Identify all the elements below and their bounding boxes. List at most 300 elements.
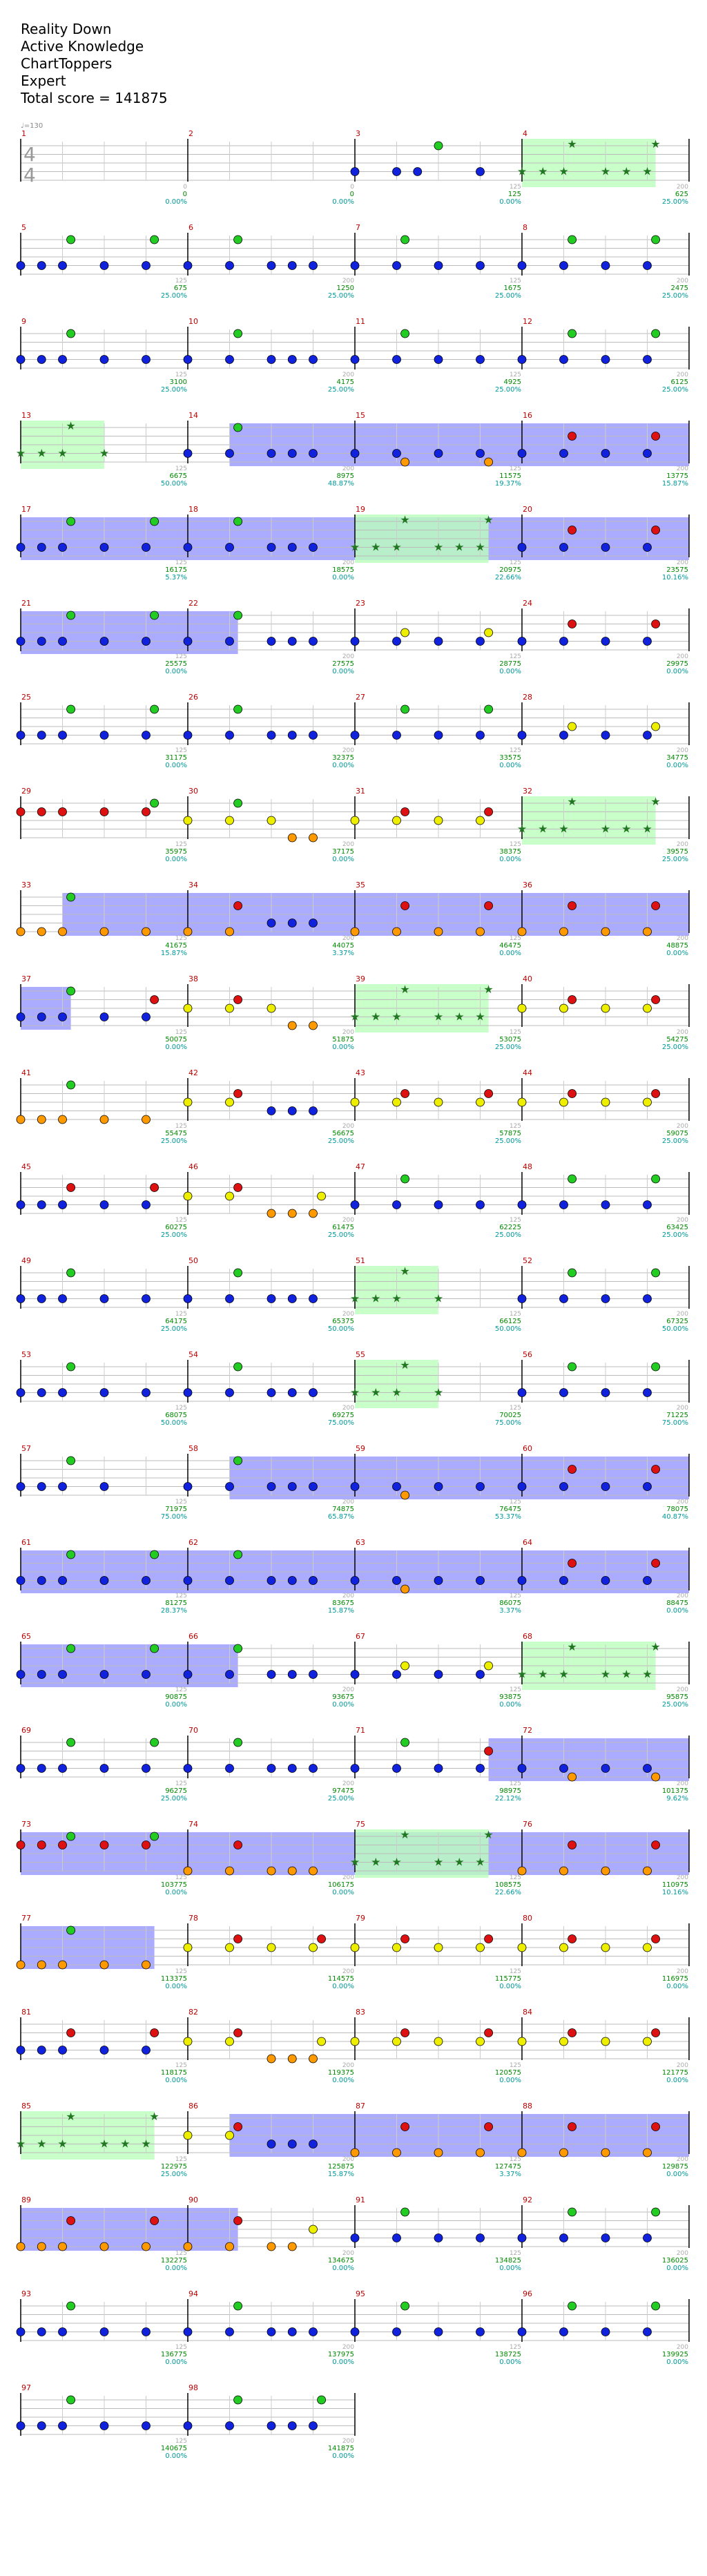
note-o xyxy=(601,2149,610,2157)
measure-number: 3 xyxy=(356,129,360,138)
measure-score: 116975 xyxy=(661,1975,688,1983)
star-note: ★ xyxy=(349,1291,360,1305)
measure-number: 24 xyxy=(523,599,532,608)
measure-tick: 125 xyxy=(509,2250,521,2257)
measure-score: 103775 xyxy=(160,1881,187,1889)
note-r xyxy=(485,2123,493,2131)
note-g xyxy=(67,1081,75,1089)
artist-name: Active Knowledge xyxy=(21,38,144,55)
measure-number: 33 xyxy=(21,881,31,890)
measure-tick: 200 xyxy=(676,2250,688,2257)
measure-tick: 125 xyxy=(509,372,521,378)
measure-score: 90875 xyxy=(165,1693,187,1701)
measure-number: 47 xyxy=(356,1162,365,1171)
note-b xyxy=(518,2234,526,2242)
note-b xyxy=(267,1295,275,1303)
star-note: ★ xyxy=(400,1265,410,1278)
note-g xyxy=(652,1269,660,1277)
note-b xyxy=(393,1577,401,1585)
note-b xyxy=(288,450,296,458)
note-b xyxy=(37,1671,46,1679)
measure-tick: 125 xyxy=(175,935,187,942)
note-b xyxy=(100,731,108,740)
note-b xyxy=(643,544,652,552)
note-b xyxy=(393,1671,401,1679)
note-r xyxy=(142,1841,151,1849)
note-y xyxy=(267,1004,275,1012)
measure-tick: 125 xyxy=(175,1499,187,1506)
note-y xyxy=(318,2037,326,2046)
note-g xyxy=(568,2208,577,2216)
measure-percent: 0.00% xyxy=(165,1889,187,1896)
note-b xyxy=(309,919,318,927)
note-b xyxy=(288,2422,296,2430)
measure-number: 75 xyxy=(356,1820,365,1829)
star-note: ★ xyxy=(433,1010,444,1023)
note-o xyxy=(37,1115,46,1124)
note-b xyxy=(59,2328,67,2336)
measure-percent: 0.00% xyxy=(666,762,688,769)
note-g xyxy=(151,1644,159,1653)
measure-score: 136025 xyxy=(661,2257,688,2265)
note-o xyxy=(288,1021,296,1030)
measure-number: 67 xyxy=(356,1632,365,1641)
note-b xyxy=(288,731,296,740)
measure-score: 60275 xyxy=(165,1224,187,1231)
measure-number: 95 xyxy=(356,2289,365,2298)
note-g xyxy=(401,2302,409,2310)
measure-number: 83 xyxy=(356,2008,365,2017)
measure-tick: 125 xyxy=(175,653,187,660)
star-note: ★ xyxy=(349,540,360,554)
note-b xyxy=(309,356,318,364)
measure-score: 140675 xyxy=(160,2445,187,2452)
note-b xyxy=(17,262,25,270)
measure-percent: 15.87% xyxy=(327,1607,354,1615)
note-b xyxy=(643,2328,652,2336)
star-note: ★ xyxy=(391,1010,402,1023)
measure-score: 50075 xyxy=(165,1036,187,1044)
note-o xyxy=(518,1867,526,1875)
note-y xyxy=(226,1192,234,1200)
measure-percent: 0.00% xyxy=(332,668,354,675)
star-note: ★ xyxy=(516,1667,527,1681)
measure-percent: 0.00% xyxy=(499,2077,521,2084)
measure-tick: 125 xyxy=(509,1968,521,1975)
measure-score: 29975 xyxy=(666,660,688,668)
charter-name: ChartToppers xyxy=(21,55,113,72)
measure-percent: 25.00% xyxy=(327,1795,354,1803)
measure-percent: 65.87% xyxy=(327,1513,354,1521)
note-o xyxy=(351,2149,359,2157)
measure-tick: 200 xyxy=(342,1405,354,1412)
note-b xyxy=(309,1483,318,1491)
measure-score: 98975 xyxy=(499,1787,521,1795)
measure-tick: 125 xyxy=(175,1029,187,1036)
note-b xyxy=(560,2328,568,2336)
note-o xyxy=(226,927,234,936)
star-note: ★ xyxy=(15,446,26,460)
measure-tick: 200 xyxy=(342,2250,354,2257)
measure-percent: 0.00% xyxy=(666,950,688,957)
note-o xyxy=(393,2149,401,2157)
measure-number: 52 xyxy=(523,1256,532,1265)
note-b xyxy=(37,637,46,646)
star-note: ★ xyxy=(433,1291,444,1305)
star-note: ★ xyxy=(371,540,381,554)
measure-score: 114575 xyxy=(327,1975,354,1983)
measure-number: 2 xyxy=(188,129,193,138)
star-note: ★ xyxy=(600,822,611,836)
note-g xyxy=(234,329,242,338)
measure-number: 98 xyxy=(188,2383,198,2392)
star-note: ★ xyxy=(391,1291,402,1305)
measure-tick: 125 xyxy=(509,653,521,660)
measure-number: 17 xyxy=(21,505,31,514)
note-g xyxy=(151,1550,159,1559)
measure-number: 7 xyxy=(356,223,360,232)
measure-number: 37 xyxy=(21,974,31,983)
measure-tick: 125 xyxy=(175,372,187,378)
measure-tick: 200 xyxy=(676,653,688,660)
measure-number: 53 xyxy=(21,1350,31,1359)
measure-number: 76 xyxy=(523,1820,532,1829)
note-y xyxy=(318,1192,326,1200)
star-note: ★ xyxy=(433,540,444,554)
note-r xyxy=(401,2029,409,2037)
measure-tick: 125 xyxy=(509,1499,521,1506)
measure-tick: 125 xyxy=(509,1123,521,1130)
note-b xyxy=(643,1765,652,1773)
note-r xyxy=(401,1090,409,1098)
note-r xyxy=(568,432,577,441)
measure-percent: 0.00% xyxy=(165,1701,187,1709)
note-b xyxy=(17,2422,25,2430)
note-b xyxy=(351,1765,359,1773)
measure-percent: 25.00% xyxy=(494,292,521,300)
measure-number: 92 xyxy=(523,2195,532,2204)
measure-percent: 10.16% xyxy=(661,574,688,581)
note-r xyxy=(401,2123,409,2131)
measure-percent: 75.00% xyxy=(661,1419,688,1427)
note-b xyxy=(518,450,526,458)
note-b xyxy=(37,356,46,364)
measure-percent: 25.00% xyxy=(160,1795,187,1803)
note-b xyxy=(643,1201,652,1209)
note-g xyxy=(67,705,75,713)
note-b xyxy=(643,637,652,646)
measure-tick: 125 xyxy=(509,2062,521,2069)
measure-percent: 25.00% xyxy=(327,386,354,394)
note-g xyxy=(401,705,409,713)
measure-number: 18 xyxy=(188,505,198,514)
measure-percent: 50.00% xyxy=(494,1325,521,1333)
note-o xyxy=(100,1115,108,1124)
measure-score: 101375 xyxy=(661,1787,688,1795)
note-b xyxy=(393,1765,401,1773)
measure-percent: 40.87% xyxy=(661,1513,688,1521)
note-o xyxy=(643,927,652,936)
measure-percent: 50.00% xyxy=(160,480,187,488)
note-b xyxy=(184,2328,192,2336)
measure-number: 20 xyxy=(523,505,532,514)
note-r xyxy=(67,2029,75,2037)
measure-percent: 0.00% xyxy=(165,762,187,769)
note-g xyxy=(234,1363,242,1371)
measure-percent: 0.00% xyxy=(332,2265,354,2272)
measure-number: 27 xyxy=(356,693,365,702)
note-b xyxy=(601,637,610,646)
note-b xyxy=(476,1671,485,1679)
note-r xyxy=(652,996,660,1004)
measure-number: 85 xyxy=(21,2102,31,2111)
measure-score: 125 xyxy=(507,191,521,198)
measure-number: 34 xyxy=(188,881,198,890)
measure-percent: 22.66% xyxy=(494,1889,521,1896)
note-b xyxy=(288,262,296,270)
star-note: ★ xyxy=(650,1640,661,1653)
note-y xyxy=(226,2037,234,2046)
measure-tick: 200 xyxy=(676,1686,688,1693)
note-b xyxy=(476,356,485,364)
note-r xyxy=(151,996,159,1004)
note-r xyxy=(485,1747,493,1756)
note-g xyxy=(652,1175,660,1183)
note-o xyxy=(184,2242,192,2251)
note-y xyxy=(434,2037,443,2046)
note-g xyxy=(568,2302,577,2310)
note-b xyxy=(434,356,443,364)
measure-score: 61475 xyxy=(332,1224,354,1231)
measure-score: 62225 xyxy=(499,1224,521,1231)
measure-tick: 200 xyxy=(676,1405,688,1412)
note-b xyxy=(560,450,568,458)
note-g xyxy=(67,1550,75,1559)
measure-percent: 0.00% xyxy=(165,198,187,206)
note-b xyxy=(434,450,443,458)
measure-number: 90 xyxy=(188,2195,198,2204)
measure-number: 15 xyxy=(356,411,365,420)
note-b xyxy=(37,2328,46,2336)
measure-number: 23 xyxy=(356,599,365,608)
measure-score: 675 xyxy=(173,285,187,292)
measure-tick: 200 xyxy=(342,1593,354,1599)
note-b xyxy=(288,1765,296,1773)
note-b xyxy=(601,262,610,270)
note-b xyxy=(267,2328,275,2336)
star-note: ★ xyxy=(559,822,569,836)
measure-number: 39 xyxy=(356,974,365,983)
note-y xyxy=(226,1004,234,1012)
note-g xyxy=(67,1363,75,1371)
measure-score: 122975 xyxy=(160,2163,187,2171)
note-y xyxy=(601,1098,610,1106)
measure-score: 4175 xyxy=(336,378,354,386)
measure-percent: 75.00% xyxy=(327,1419,354,1427)
measure-number: 1 xyxy=(21,129,26,138)
measure-score: 108575 xyxy=(494,1881,521,1889)
note-o xyxy=(142,1115,151,1124)
measure-score: 18575 xyxy=(332,566,354,574)
measure-number: 59 xyxy=(356,1444,365,1453)
measure-percent: 28.37% xyxy=(160,1607,187,1615)
measure-tick: 125 xyxy=(509,278,521,285)
measure-score: 139925 xyxy=(661,2351,688,2358)
measure-number: 87 xyxy=(356,2102,365,2111)
note-b xyxy=(267,731,275,740)
note-o xyxy=(184,1867,192,1875)
note-b xyxy=(601,544,610,552)
star-note: ★ xyxy=(99,2137,110,2151)
note-y xyxy=(643,1943,652,1952)
note-o xyxy=(476,927,485,936)
note-b xyxy=(434,637,443,646)
note-b xyxy=(226,262,234,270)
note-b xyxy=(643,1577,652,1585)
note-y xyxy=(476,1943,485,1952)
measure-number: 45 xyxy=(21,1162,31,1171)
measure-percent: 0.00% xyxy=(332,1889,354,1896)
note-o xyxy=(560,927,568,936)
note-b xyxy=(100,1577,108,1585)
note-g xyxy=(652,1363,660,1371)
measure-score: 20975 xyxy=(499,566,521,574)
note-r xyxy=(37,808,46,816)
measure-percent: 0.00% xyxy=(499,198,521,206)
note-y xyxy=(267,1943,275,1952)
note-b xyxy=(59,637,67,646)
note-o xyxy=(142,1961,151,1969)
star-note: ★ xyxy=(538,822,548,836)
measure-score: 65375 xyxy=(332,1318,354,1325)
measure-tick: 200 xyxy=(676,465,688,472)
note-g xyxy=(67,1738,75,1747)
note-b xyxy=(184,1671,192,1679)
note-r xyxy=(652,432,660,441)
measure-tick: 200 xyxy=(342,935,354,942)
measure-tick: 200 xyxy=(342,2062,354,2069)
star-note: ★ xyxy=(57,2137,68,2151)
note-y xyxy=(393,1098,401,1106)
measure-score: 6675 xyxy=(169,472,187,480)
note-r xyxy=(17,808,25,816)
star-note: ★ xyxy=(600,1667,611,1681)
note-b xyxy=(288,1671,296,1679)
measure-tick: 125 xyxy=(175,2250,187,2257)
star-note: ★ xyxy=(621,164,632,178)
measure-percent: 75.00% xyxy=(160,1513,187,1521)
note-b xyxy=(560,637,568,646)
note-r xyxy=(234,1184,242,1192)
measure-score: 34775 xyxy=(666,754,688,762)
note-y xyxy=(652,722,660,731)
measure-tick: 200 xyxy=(342,1780,354,1787)
note-b xyxy=(59,1389,67,1397)
note-b xyxy=(601,731,610,740)
measure-percent: 50.00% xyxy=(661,1325,688,1333)
note-b xyxy=(309,450,318,458)
measure-percent: 48.87% xyxy=(327,480,354,488)
measure-percent: 25.00% xyxy=(160,2171,187,2178)
measure-score: 88475 xyxy=(666,1599,688,1607)
note-b xyxy=(267,2422,275,2430)
star-note: ★ xyxy=(400,1358,410,1372)
note-b xyxy=(267,1765,275,1773)
note-r xyxy=(100,1841,108,1849)
note-b xyxy=(309,1107,318,1115)
note-b xyxy=(393,168,401,176)
note-y xyxy=(184,2037,192,2046)
note-b xyxy=(267,1577,275,1585)
measure-tick: 200 xyxy=(342,278,354,285)
measure-score: 118175 xyxy=(160,2069,187,2077)
note-b xyxy=(100,1765,108,1773)
note-b xyxy=(100,1483,108,1491)
note-b xyxy=(59,2046,67,2055)
measure-percent: 0.00% xyxy=(666,1983,688,1990)
measure-tick: 125 xyxy=(175,2062,187,2069)
note-y xyxy=(601,1943,610,1952)
note-r xyxy=(652,620,660,628)
measure-number: 65 xyxy=(21,1632,31,1641)
note-r xyxy=(401,1935,409,1943)
note-r xyxy=(151,1184,159,1192)
note-b xyxy=(59,731,67,740)
measure-percent: 25.00% xyxy=(661,386,688,394)
measure-score: 95875 xyxy=(666,1693,688,1701)
star-note: ★ xyxy=(391,1855,402,1869)
note-b xyxy=(643,1483,652,1491)
note-o xyxy=(393,927,401,936)
note-b xyxy=(100,544,108,552)
measure-number: 11 xyxy=(356,317,365,326)
measure-score: 86075 xyxy=(499,1599,521,1607)
star-note: ★ xyxy=(391,1385,402,1399)
measure-number: 49 xyxy=(21,1256,31,1265)
note-b xyxy=(518,731,526,740)
note-o xyxy=(401,458,409,466)
measure-tick: 200 xyxy=(676,1968,688,1975)
note-g xyxy=(568,1175,577,1183)
note-o xyxy=(309,2055,318,2063)
measure-percent: 25.00% xyxy=(661,1044,688,1051)
note-b xyxy=(601,1765,610,1773)
note-b xyxy=(351,2328,359,2336)
measure-percent: 0.00% xyxy=(165,2265,187,2272)
measure-number: 6 xyxy=(188,223,193,232)
note-b xyxy=(518,1295,526,1303)
measure-score: 54275 xyxy=(666,1036,688,1044)
note-r xyxy=(568,526,577,535)
measure-number: 42 xyxy=(188,1068,198,1077)
measure-percent: 0.00% xyxy=(165,2077,187,2084)
measure-score: 1250 xyxy=(336,285,354,292)
measure-tick: 200 xyxy=(676,841,688,848)
note-b xyxy=(100,1295,108,1303)
note-b xyxy=(351,356,359,364)
note-r xyxy=(234,2123,242,2131)
measure-score: 39575 xyxy=(666,848,688,856)
note-g xyxy=(234,2302,242,2310)
note-g xyxy=(67,236,75,244)
note-b xyxy=(142,2328,151,2336)
measure-number: 73 xyxy=(21,1820,31,1829)
star-note: ★ xyxy=(454,1855,465,1869)
measure-number: 9 xyxy=(21,317,26,326)
note-r xyxy=(142,808,151,816)
measure-number: 16 xyxy=(523,411,532,420)
note-g xyxy=(234,1550,242,1559)
